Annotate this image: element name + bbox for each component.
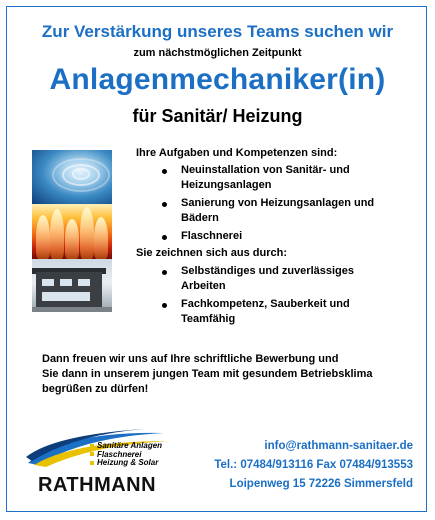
task-item-2-line-2: Bädern [181, 212, 219, 224]
company-building-image [32, 259, 112, 312]
logo-line-2: Flaschnerei [97, 449, 142, 459]
bullet [162, 270, 167, 275]
contact-email[interactable]: info@rathmann-sanitaer.de [264, 440, 413, 452]
profile-item-2-line-2: Teamfähig [181, 313, 236, 325]
tasks-heading: Ihre Aufgaben und Kompetenzen sind: [136, 147, 338, 159]
water-drop-image [32, 150, 112, 204]
closing-line-1: Dann freuen wir uns auf Ihre schriftliche Bewerbung und [42, 353, 339, 365]
contact-address: Loipenweg 15 72226 Simmersfeld [229, 478, 413, 490]
task-item-2-line-1: Sanierung von Heizungsanlagen und [181, 197, 375, 209]
closing-line-3: begrüßen zu dürfen! [42, 383, 149, 395]
headline: Zur Verstärkung unseres Teams suchen wir [41, 22, 394, 41]
contact-phone: Tel.: 07484/913116 Fax 07484/913553 [214, 459, 413, 471]
logo-line-1: Sanitäre Anlagen [97, 441, 163, 450]
bullet [162, 169, 167, 174]
profile-heading: Sie zeichnen sich aus durch: [136, 247, 287, 259]
task-item-1-line-1: Neuinstallation von Sanitär- und [181, 164, 350, 176]
profile-item-2-line-1: Fachkompetenz, Sauberkeit und [181, 298, 350, 310]
bullet [162, 202, 167, 207]
task-item-3: Flaschnerei [181, 230, 243, 242]
logo-services [90, 442, 162, 468]
job-title: Anlagenmechaniker(in) [49, 63, 386, 96]
subline: zum nächstmöglichen Zeitpunkt [133, 47, 302, 59]
bullet [162, 235, 167, 240]
job-subtitle: für Sanitär/ Heizung [132, 106, 303, 126]
profile-item-1-line-2: Arbeiten [181, 280, 226, 292]
fire-image [32, 204, 112, 259]
logo-line-3: Heizung & Solar [97, 458, 159, 467]
logo-company-name: RATHMANN [38, 474, 157, 496]
task-item-1-line-2: Heizungsanlagen [181, 179, 272, 191]
closing-line-2: Sie dann in unserem jungen Team mit gesundem Betriebsklima [42, 368, 373, 380]
profile-item-1-line-1: Selbständiges und zuverlässiges [181, 265, 355, 277]
bullet [162, 303, 167, 308]
